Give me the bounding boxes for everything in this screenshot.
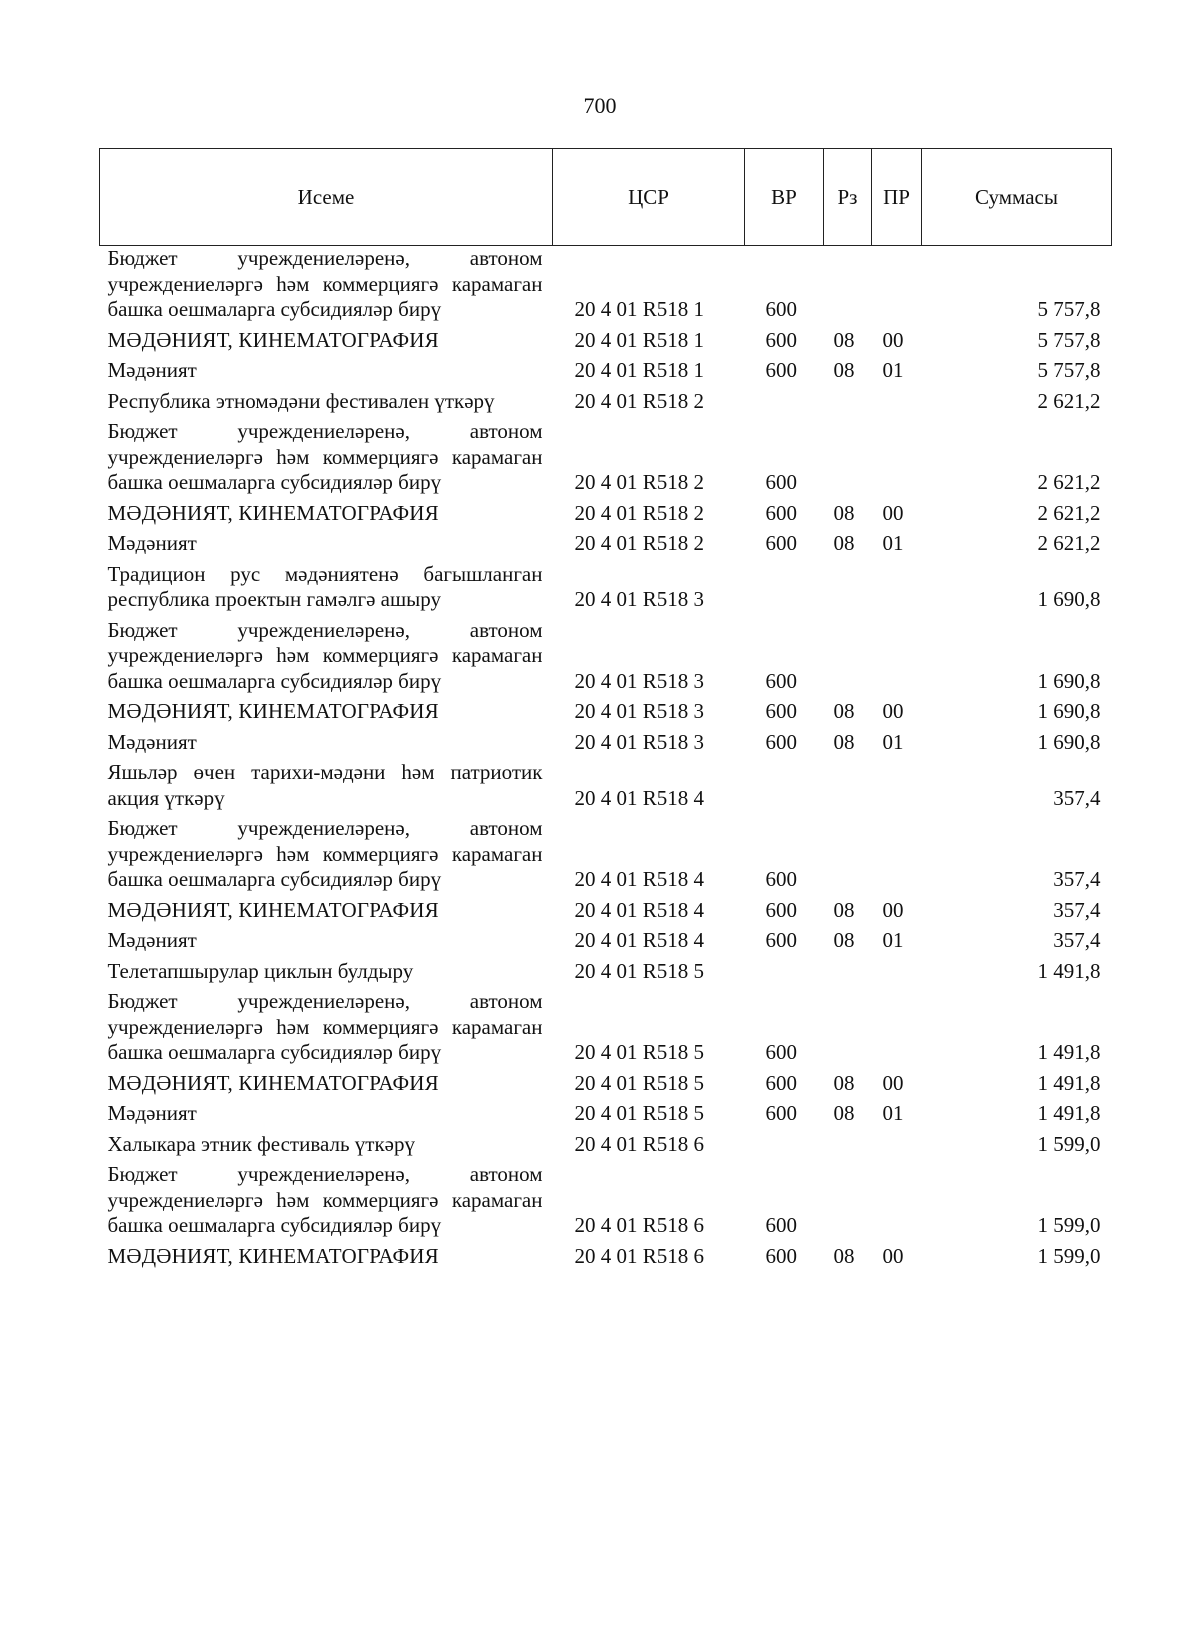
cell-csr: 20 4 01 R518 3: [574, 729, 705, 754]
cell-sum: 5 757,8: [1037, 358, 1101, 382]
table-row: [100, 984, 1112, 1066]
cell-pr: [872, 954, 922, 985]
cell-rz: [824, 1157, 872, 1239]
cell-pr: [872, 1127, 922, 1158]
cell-rz: 08: [833, 531, 855, 555]
cell-csr: 20 4 01 R518 5: [574, 1101, 705, 1125]
cell-sum: 1 690,8: [1037, 587, 1101, 611]
table-row: [100, 893, 1112, 924]
cell-pr: [872, 755, 922, 811]
cell-vr: 600: [765, 1070, 797, 1095]
cell-name: Халыкара этник фестиваль үткәрү: [107, 1131, 415, 1156]
cell-rz: 08: [833, 500, 855, 525]
cell-rz: 08: [833, 327, 855, 352]
cell-pr: 01: [882, 358, 904, 382]
cell-name: МӘДӘНИЯТ, КИНЕМАТОГРАФИЯ: [107, 1243, 439, 1268]
cell-rz: 08: [833, 928, 855, 952]
table-row: [100, 1096, 1112, 1127]
cell-vr: 600: [765, 699, 797, 723]
cell-csr: 20 4 01 R518 2: [574, 531, 705, 555]
cell-csr: 20 4 01 R518 1: [574, 358, 705, 382]
cell-csr: 20 4 01 R518 6: [574, 1131, 705, 1156]
cell-sum: 2 621,2: [1037, 388, 1101, 413]
table-body: [100, 246, 1112, 1270]
cell-pr: [872, 811, 922, 893]
cell-vr: 600: [765, 1040, 797, 1064]
cell-sum: 1 491,8: [1037, 1040, 1101, 1064]
cell-vr: 600: [765, 867, 797, 891]
cell-csr: 20 4 01 R518 6: [574, 1213, 705, 1237]
cell-name: Мәдәният: [107, 729, 197, 754]
cell-vr: 600: [765, 1101, 797, 1125]
cell-csr: 20 4 01 R518 3: [574, 587, 705, 611]
cell-name: Бюджет учреждениеләренә, автоном учреждениеләргә һәм коммерциягә карамаган башка оешмаларга субсидияләр бирү: [107, 989, 543, 1064]
cell-vr: [745, 755, 824, 811]
cell-rz: 08: [833, 897, 855, 922]
cell-sum: 5 757,8: [1037, 327, 1101, 352]
table-row: [100, 725, 1112, 756]
cell-csr: 20 4 01 R518 2: [574, 470, 705, 494]
cell-vr: 600: [765, 1213, 797, 1237]
cell-rz: [824, 414, 872, 496]
table-row: [100, 1127, 1112, 1158]
cell-name: МӘДӘНИЯТ, КИНЕМАТОГРАФИЯ: [107, 500, 439, 525]
cell-name: МӘДӘНИЯТ, КИНЕМАТОГРАФИЯ: [107, 327, 439, 352]
table-row: [100, 1239, 1112, 1270]
cell-sum: 1 690,8: [1037, 729, 1101, 754]
cell-rz: [824, 811, 872, 893]
table-row: [100, 811, 1112, 893]
cell-csr: 20 4 01 R518 6: [574, 1243, 705, 1268]
cell-name: Мәдәният: [107, 928, 197, 952]
cell-pr: [872, 384, 922, 415]
cell-pr: 01: [882, 928, 904, 952]
cell-sum: 1 690,8: [1037, 699, 1101, 723]
cell-rz: [824, 557, 872, 613]
cell-sum: 2 621,2: [1037, 500, 1101, 525]
cell-name: Бюджет учреждениеләренә, автоном учреждениеләргә һәм коммерциягә карамаган башка оешмаларга субсидияләр бирү: [107, 419, 543, 494]
cell-csr: 20 4 01 R518 3: [574, 668, 705, 693]
cell-sum: 357,4: [1053, 867, 1101, 891]
cell-rz: [824, 246, 872, 323]
cell-csr: 20 4 01 R518 5: [574, 1070, 705, 1095]
table-row: [100, 526, 1112, 557]
table-row: [100, 414, 1112, 496]
cell-vr: 600: [765, 531, 797, 555]
cell-sum: 2 621,2: [1037, 531, 1101, 555]
cell-pr: 00: [882, 500, 904, 525]
header-vr: ВР: [745, 149, 824, 246]
cell-sum: 5 757,8: [1037, 297, 1101, 321]
cell-csr: 20 4 01 R518 2: [574, 500, 705, 525]
cell-name: Телетапшырулар циклын булдыру: [107, 958, 414, 983]
cell-csr: 20 4 01 R518 4: [574, 867, 705, 891]
table-row: [100, 694, 1112, 725]
cell-pr: 00: [882, 1243, 904, 1268]
table-row: [100, 613, 1112, 695]
cell-vr: [745, 384, 824, 415]
table-row: [100, 323, 1112, 354]
cell-vr: [745, 1127, 824, 1158]
cell-sum: 1 599,0: [1037, 1213, 1101, 1237]
table-row: [100, 1157, 1112, 1239]
budget-table: [99, 148, 1112, 1269]
cell-csr: 20 4 01 R518 2: [574, 388, 705, 413]
cell-sum: 1 491,8: [1037, 1101, 1101, 1125]
cell-sum: 357,4: [1053, 928, 1101, 952]
cell-name: Мәдәният: [107, 531, 197, 555]
cell-rz: 08: [833, 699, 855, 723]
cell-pr: [872, 557, 922, 613]
cell-pr: [872, 613, 922, 695]
cell-csr: 20 4 01 R518 5: [574, 1040, 705, 1064]
table-header: [100, 149, 1112, 246]
header-csr: ЦСР: [553, 149, 745, 246]
cell-vr: 600: [765, 297, 797, 321]
cell-sum: 357,4: [1053, 785, 1101, 810]
cell-csr: 20 4 01 R518 3: [574, 699, 705, 723]
cell-rz: 08: [833, 1101, 855, 1125]
table-row: [100, 557, 1112, 613]
table-row: [100, 954, 1112, 985]
cell-pr: [872, 414, 922, 496]
cell-name: Бюджет учреждениеләренә, автоном учреждениеләргә һәм коммерциягә карамаган башка оешмаларга субсидияләр бирү: [107, 1162, 543, 1237]
cell-rz: 08: [833, 1243, 855, 1268]
cell-csr: 20 4 01 R518 1: [574, 327, 705, 352]
cell-rz: [824, 954, 872, 985]
cell-csr: 20 4 01 R518 4: [574, 897, 705, 922]
cell-rz: 08: [833, 358, 855, 382]
cell-rz: [824, 384, 872, 415]
cell-name: МӘДӘНИЯТ, КИНЕМАТОГРАФИЯ: [107, 897, 439, 922]
cell-vr: 600: [765, 729, 797, 754]
cell-csr: 20 4 01 R518 1: [574, 297, 705, 321]
cell-vr: [745, 557, 824, 613]
cell-pr: 01: [882, 1101, 904, 1125]
cell-rz: [824, 984, 872, 1066]
cell-vr: [745, 954, 824, 985]
header-sum: Суммасы: [922, 149, 1112, 246]
cell-pr: 01: [882, 531, 904, 555]
cell-pr: [872, 984, 922, 1066]
cell-csr: 20 4 01 R518 5: [574, 958, 705, 983]
cell-pr: 00: [882, 1070, 904, 1095]
cell-pr: [872, 246, 922, 323]
cell-name: Яшьләр өчен тарихи-мәдәни һәм патриотик акция үткәрү: [107, 760, 543, 810]
cell-vr: 600: [765, 358, 797, 382]
cell-name: Республика этномәдәни фестивален үткәрү: [107, 388, 495, 413]
cell-csr: 20 4 01 R518 4: [574, 785, 705, 810]
table-row: [100, 496, 1112, 527]
cell-name: МӘДӘНИЯТ, КИНЕМАТОГРАФИЯ: [107, 1070, 439, 1095]
cell-vr: 600: [765, 470, 797, 494]
cell-pr: 00: [882, 327, 904, 352]
header-name: Исеме: [100, 149, 553, 246]
header-rz: Рз: [824, 149, 872, 246]
cell-vr: 600: [765, 897, 797, 922]
page-number: 700: [583, 93, 617, 118]
cell-rz: [824, 755, 872, 811]
table-row: [100, 353, 1112, 384]
cell-pr: 00: [882, 699, 904, 723]
table-row: [100, 1066, 1112, 1097]
cell-sum: 1 599,0: [1037, 1243, 1101, 1268]
cell-sum: 1 491,8: [1037, 1070, 1101, 1095]
header-pr: ПР: [872, 149, 922, 246]
cell-rz: 08: [833, 729, 855, 754]
cell-name: Бюджет учреждениеләренә, автоном учреждениеләргә һәм коммерциягә карамаган башка оешмаларга субсидияләр бирү: [107, 246, 543, 321]
cell-vr: 600: [765, 928, 797, 952]
table-row: [100, 755, 1112, 811]
cell-rz: [824, 1127, 872, 1158]
cell-rz: 08: [833, 1070, 855, 1095]
cell-pr: 01: [882, 729, 904, 754]
cell-csr: 20 4 01 R518 4: [574, 928, 705, 952]
cell-sum: 1 491,8: [1037, 958, 1101, 983]
cell-name: Мәдәният: [107, 1101, 197, 1125]
cell-sum: 1 599,0: [1037, 1131, 1101, 1156]
cell-vr: 600: [765, 668, 797, 693]
cell-name: Бюджет учреждениеләренә, автоном учреждениеләргә һәм коммерциягә карамаган башка оешмаларга субсидияләр бирү: [107, 617, 543, 693]
cell-vr: 600: [765, 327, 797, 352]
cell-name: Традицион рус мәдәниятенә багышланган республика проектын гамәлгә ашыру: [107, 561, 543, 611]
cell-sum: 1 690,8: [1037, 668, 1101, 693]
cell-name: Мәдәният: [107, 358, 197, 382]
cell-sum: 357,4: [1053, 897, 1101, 922]
table-row: [100, 246, 1112, 323]
cell-pr: [872, 1157, 922, 1239]
cell-sum: 2 621,2: [1037, 470, 1101, 494]
cell-pr: 00: [882, 897, 904, 922]
cell-vr: 600: [765, 500, 797, 525]
table-row: [100, 923, 1112, 954]
cell-rz: [824, 613, 872, 695]
table-row: [100, 384, 1112, 415]
cell-name: МӘДӘНИЯТ, КИНЕМАТОГРАФИЯ: [107, 699, 439, 723]
cell-vr: 600: [765, 1243, 797, 1268]
cell-name: Бюджет учреждениеләренә, автоном учреждениеләргә һәм коммерциягә карамаган башка оешмаларга субсидияләр бирү: [107, 816, 543, 891]
